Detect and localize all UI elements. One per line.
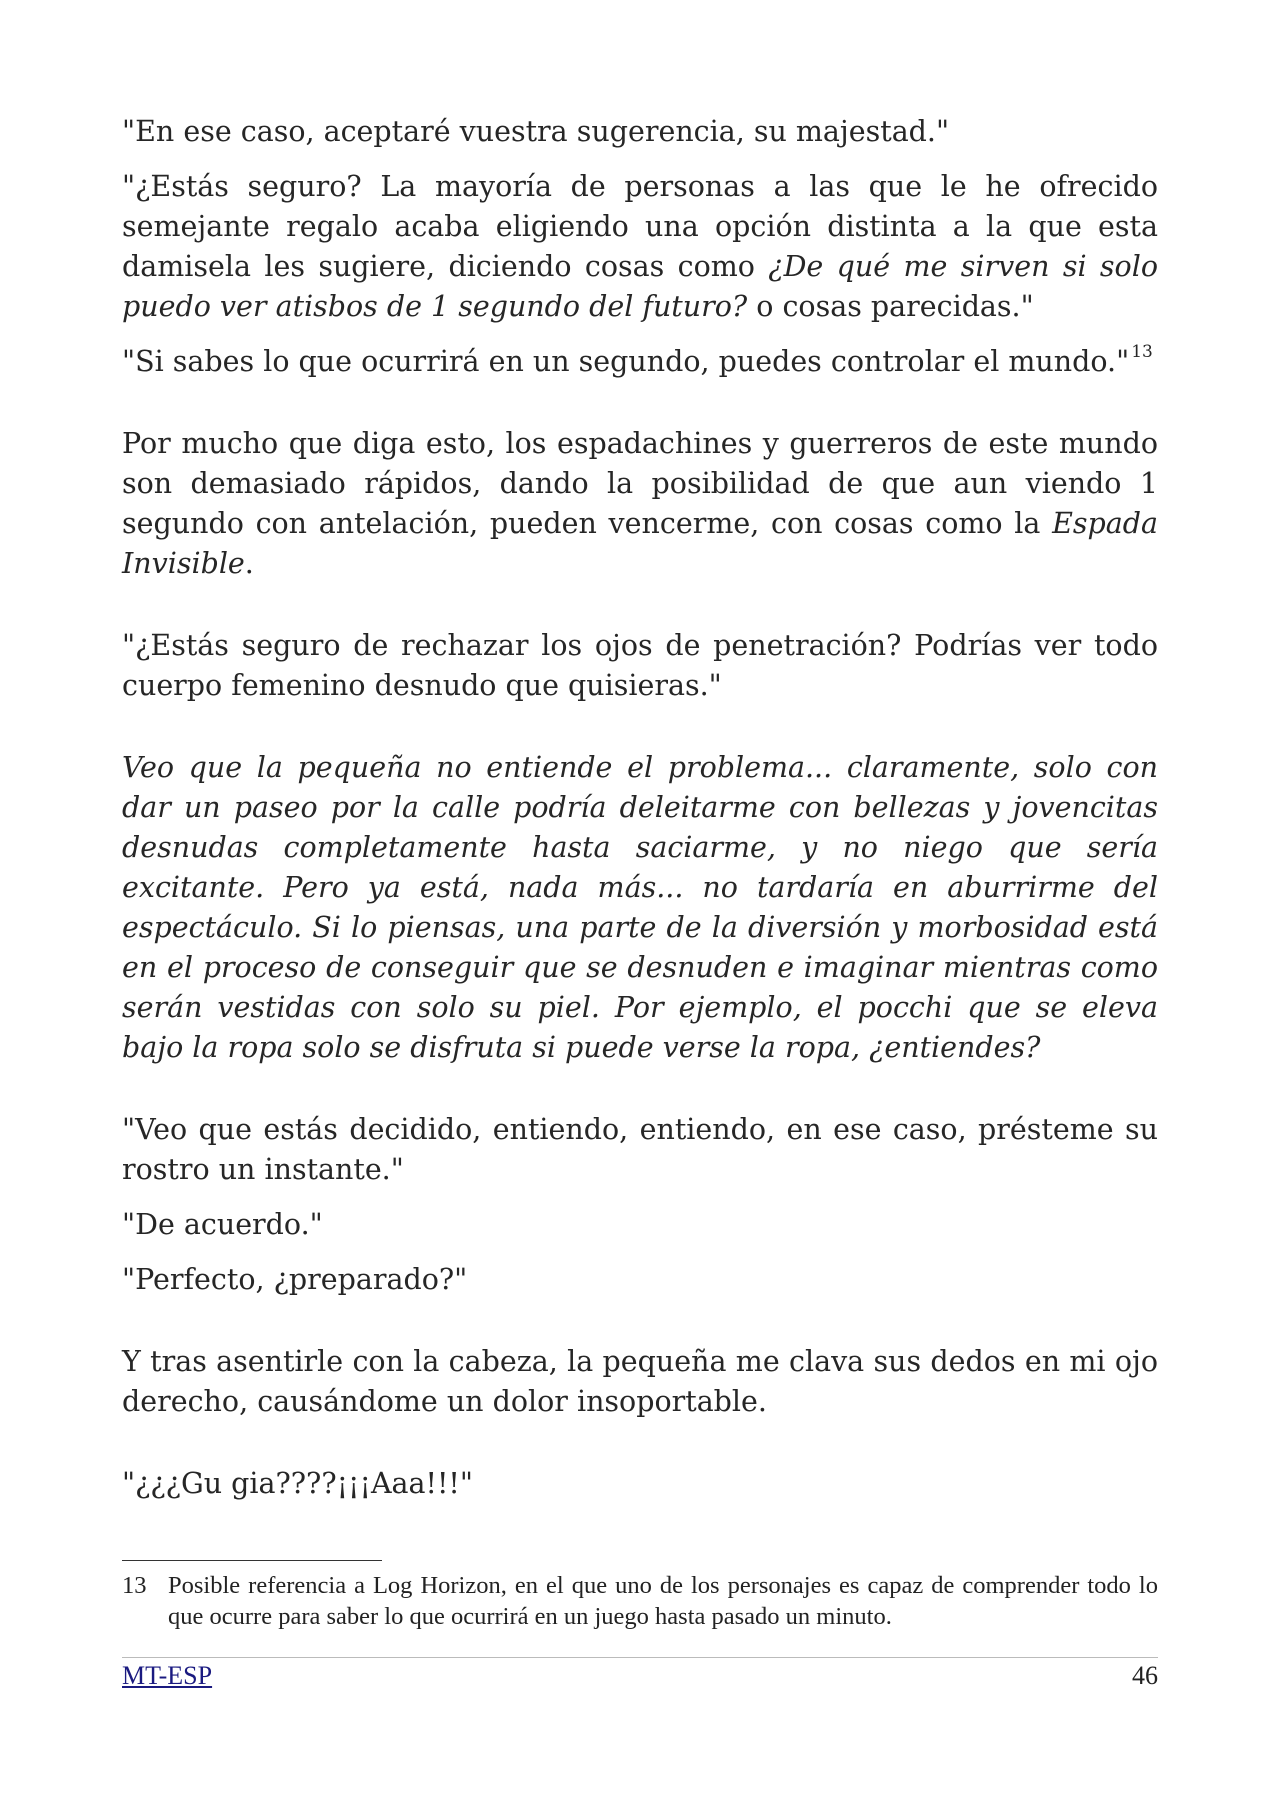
paragraph-5-text: "¿Estás seguro de rechazar los ojos de penetración? Podrías ver todo cuerpo femenino desnudo que quisieras." — [122, 629, 1158, 702]
body-text — [122, 112, 1158, 1504]
paragraph-9 — [122, 1260, 1158, 1300]
paragraph-6-inner-monologue — [122, 748, 1158, 1068]
paragraph-5 — [122, 626, 1158, 706]
paragraph-4-italic: Espada Invisible — [122, 507, 1158, 580]
footer-link[interactable]: MT-ESP — [122, 1661, 213, 1690]
paragraph-2-italic: ¿De qué me sirven si solo puedo ver atisbos de 1 segundo del futuro? — [122, 250, 1158, 323]
paragraph-1 — [122, 112, 1158, 152]
paragraph-9-text: "Perfecto, ¿preparado?" — [122, 1263, 468, 1296]
paragraph-1-text: "En ese caso, aceptaré vuestra sugerencia, su majestad." — [122, 115, 950, 148]
paragraph-2-text-a: "¿Estás seguro? La mayoría de personas a las que le he ofrecido semejante regalo acaba eligiendo una opción distinta a la que esta damisela les sugiere, diciendo cosas como — [122, 170, 1158, 283]
paragraph-6-text: Veo que la pequeña no entiende el problema... claramente, solo con dar un paseo por la calle podría deleitarme con bellezas y jovencitas desnudas completamente hasta saciarme, y no niego que sería excitante. Pero ya está, nada más... no tardaría en aburrirme del espectáculo. Si lo piensas, una parte de la diversión y morbosidad está en el proceso de conseguir que se desnuden e imaginar mientras como serán vestidas con solo su piel. Por ejemplo, el pocchi que se eleva bajo la ropa solo se disfruta si puede verse la ropa, ¿entiendes? — [122, 751, 1158, 1064]
footnote-text: Posible referencia a Log Horizon, en el que uno de los personajes es capaz de comprender todo lo que ocurre para saber lo que ocurrirá en un juego hasta pasado un minuto. — [168, 1572, 1158, 1630]
paragraph-11 — [122, 1464, 1158, 1504]
footer-divider — [122, 1657, 1158, 1658]
footnote-number: 13 — [122, 1572, 147, 1599]
footnote-reference[interactable]: 13 — [1131, 342, 1153, 362]
paragraph-7 — [122, 1110, 1158, 1190]
paragraph-3 — [122, 342, 1158, 382]
paragraph-2 — [122, 167, 1158, 327]
paragraph-4-text-a: Por mucho que diga esto, los espadachines y guerreros de este mundo son demasiado rápidos, dando la posibilidad de que aun viendo 1 segundo con antelación, pueden vencerme, con cosas como la — [122, 427, 1158, 540]
paragraph-8-text: "De acuerdo." — [122, 1208, 323, 1241]
paragraph-3-text: "Si sabes lo que ocurrirá en un segundo, puedes controlar el mundo." — [122, 345, 1130, 378]
paragraph-4-text-b: . — [244, 547, 254, 580]
paragraph-7-text: "Veo que estás decidido, entiendo, entiendo, en ese caso, présteme su rostro un instante." — [122, 1113, 1158, 1186]
paragraph-8 — [122, 1205, 1158, 1245]
paragraph-10-text: Y tras asentirle con la cabeza, la pequeña me clava sus dedos en mi ojo derecho, causándome un dolor insoportable. — [122, 1345, 1158, 1418]
paragraph-10 — [122, 1342, 1158, 1422]
paragraph-4 — [122, 424, 1158, 584]
footnote — [122, 1570, 1158, 1632]
paragraph-2-text-b: o cosas parecidas." — [747, 290, 1034, 323]
footnote-separator — [122, 1560, 382, 1561]
page-number: 46 — [1132, 1661, 1158, 1690]
paragraph-11-text: "¿¿¿Gu gia????¡¡¡Aaa!!!" — [122, 1467, 473, 1500]
